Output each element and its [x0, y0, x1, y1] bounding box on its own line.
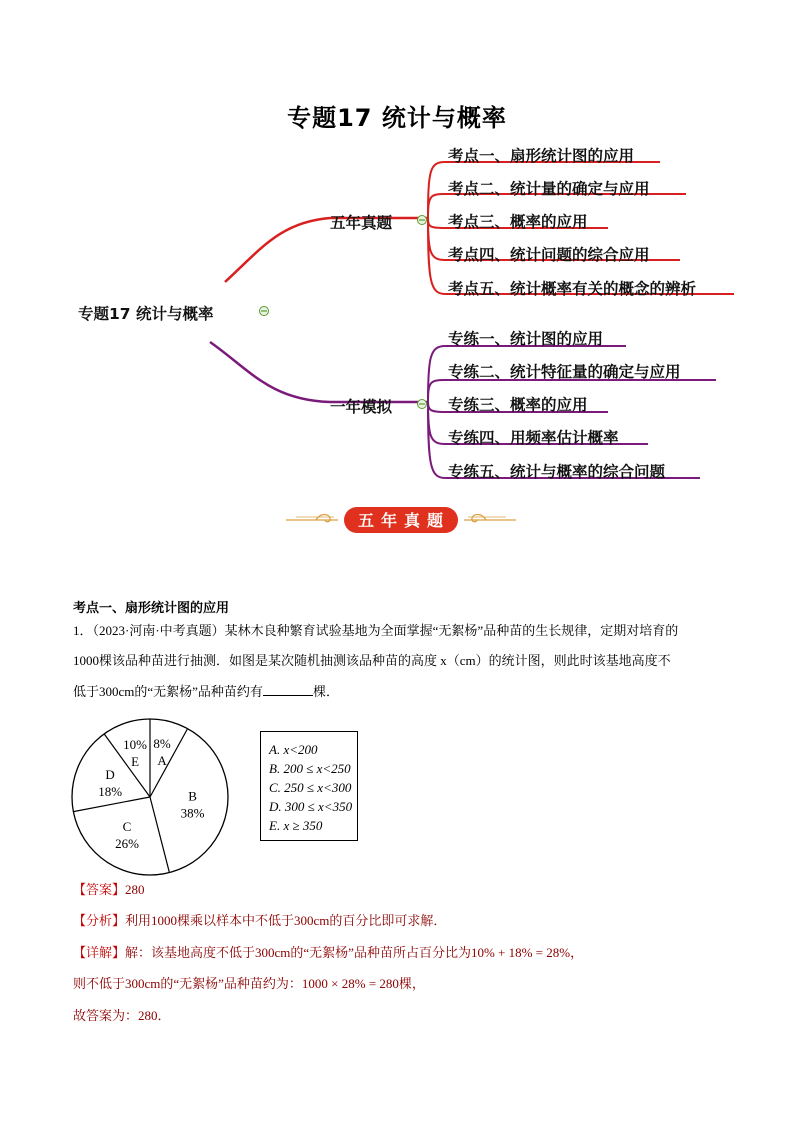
pie-slice-category: D	[105, 767, 115, 783]
mindmap-leaf[interactable]: 专练五、统计与概率的综合问题	[448, 463, 666, 481]
detail-line: 则不低于300cm的“无絮杨”品种苗约为：1000 × 28% = 280棵，	[73, 976, 425, 991]
analysis-text: 利用1000棵乘以样本中不低于300cm的百分比即可求解．	[125, 913, 447, 928]
mindmap-branch-one-year[interactable]: 一年模拟	[330, 398, 393, 416]
mindmap-leaf[interactable]: 专练二、统计特征量的确定与应用	[448, 363, 681, 381]
analysis-line	[73, 906, 733, 936]
mindmap-leaf[interactable]: 考点四、统计问题的综合应用	[448, 246, 650, 264]
mindmap-leaf[interactable]: 考点二、统计量的确定与应用	[448, 180, 650, 198]
mindmap-leaf[interactable]: 专练三、概率的应用	[448, 396, 588, 414]
pie-slice-category: C	[122, 819, 132, 835]
section-heading: 考点一、扇形统计图的应用	[73, 601, 230, 616]
branch-curve-five-year	[225, 218, 428, 282]
mindmap-branch-five-year[interactable]: 五年真题	[330, 214, 393, 232]
pie-slice-category: B	[188, 788, 197, 804]
legend-item: B. 200 ≤ x<250	[269, 761, 351, 776]
question-line	[73, 677, 733, 707]
detail-line	[73, 938, 733, 968]
detail-text: 解：该基地高度不低于300cm的“无絮杨”品种苗所占百分比为10% + 18% = 28%，	[125, 945, 584, 960]
pie-slice-category: 8%	[153, 736, 171, 752]
legend-item: D. 300 ≤ x<350	[269, 799, 353, 814]
mindmap-root[interactable]: 专题17 统计与概率	[78, 305, 214, 323]
banner-char: 年	[380, 511, 398, 530]
mindmap-leaf[interactable]: 考点一、扇形统计图的应用	[448, 147, 635, 165]
mindmap-leaf[interactable]: 考点五、统计概率有关的概念的辨析	[448, 280, 697, 298]
pie-slice-percent: A	[157, 753, 167, 769]
answer-line	[73, 875, 733, 905]
mindmap-leaf[interactable]: 专练四、用频率估计概率	[448, 429, 619, 447]
chart-legend	[260, 731, 358, 841]
pie-chart	[66, 716, 246, 876]
minus-circle-icon	[418, 400, 427, 409]
section-banner	[286, 505, 516, 535]
pie-slice-percent: E	[131, 754, 140, 770]
banner-char: 真	[403, 511, 421, 530]
pie-slice-percent: 38%	[180, 805, 205, 821]
mindmap-leaf[interactable]: 专练一、统计图的应用	[448, 330, 604, 348]
branch-curve-one-year	[210, 342, 428, 402]
analysis-label: 【分析】	[73, 913, 126, 928]
legend-item: C. 250 ≤ x<300	[269, 780, 352, 795]
minus-circle-icon	[260, 307, 269, 316]
minus-circle-icon	[418, 216, 427, 225]
question-line: 1000棵该品种苗进行抽测．如图是某次随机抽测该品种苗的高度 x（cm）的统计图，则此时该基地高度不	[73, 653, 671, 668]
mindmap-leaf[interactable]: 考点三、概率的应用	[448, 213, 588, 231]
question-text: 棵．	[312, 684, 339, 699]
banner-char: 题	[426, 511, 444, 530]
legend-item: A. x<200	[269, 742, 318, 757]
question-line: 1．（2023·河南·中考真题）某林木良种繁育试验基地为全面掌握“无絮杨”品种苗的生长规律，定期对培育的	[73, 623, 679, 638]
answer-blank	[263, 683, 313, 696]
legend-item: E. x ≥ 350	[269, 818, 323, 833]
answer-label: 【答案】	[73, 882, 126, 897]
banner-char: 五	[357, 511, 375, 530]
detail-label: 【详解】	[73, 945, 126, 960]
pie-slice-category: 10%	[123, 737, 147, 753]
answer-value: 280	[125, 882, 145, 897]
pie-slice-percent: 26%	[115, 836, 139, 852]
page-title: 专题17 统计与概率	[287, 104, 507, 132]
question-text: 低于300cm的“无絮杨”品种苗约有	[73, 684, 263, 699]
detail-line: 故答案为：280．	[73, 1008, 171, 1023]
pie-slice-percent: 18%	[98, 784, 123, 800]
